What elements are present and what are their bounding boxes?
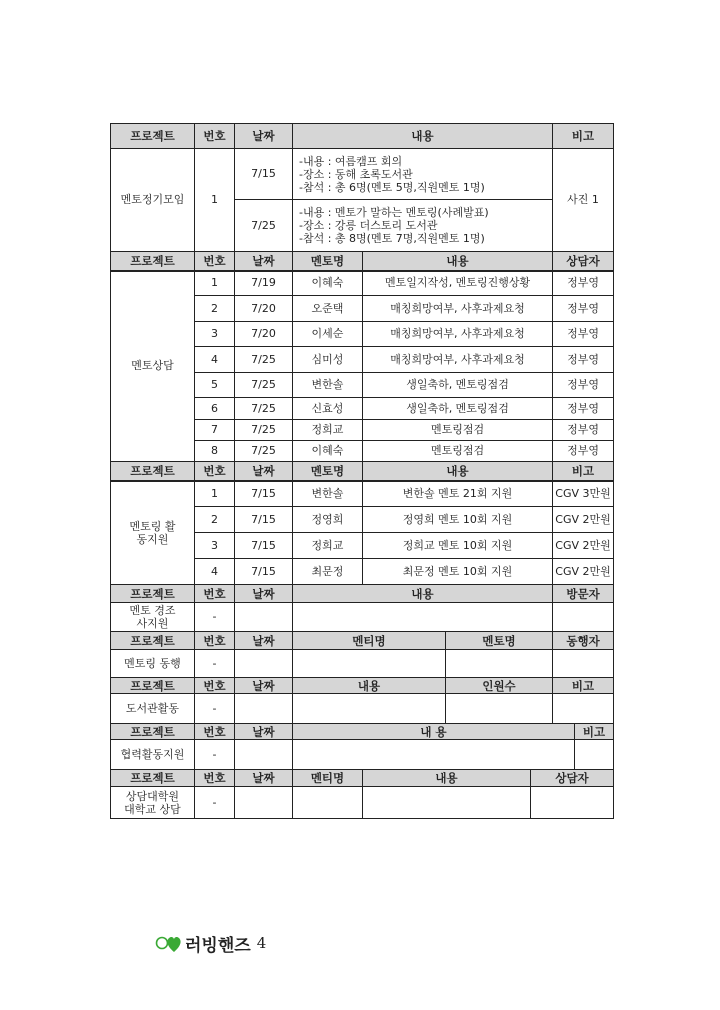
header-counselor: 상담자 [553,252,614,271]
section2-header-row [111,252,614,271]
number-cell: - [195,603,235,632]
mentor-cell: 정희교 [293,533,363,559]
header-date: 날짜 [235,770,293,787]
header-number: 번호 [195,678,235,694]
number-cell: 3 [195,322,235,347]
date-cell: 7/25 [235,347,293,373]
date-cell: 7/15 [235,507,293,533]
note-cell: CGV 2만원 [553,533,614,559]
table-row [111,787,614,819]
header-date: 날짜 [235,462,293,481]
header-number: 번호 [195,585,235,603]
project-cell: 멘토링 동행 [111,650,195,678]
date-cell: 7/15 [235,481,293,507]
header-date: 날짜 [235,632,293,650]
date-cell: 7/19 [235,271,293,296]
content-cell: 변한솔 멘토 21회 지원 [363,481,553,507]
section3-header-row [111,462,614,481]
number-cell: 2 [195,296,235,322]
header-mentee: 멘티명 [293,770,363,787]
number-cell: - [195,694,235,724]
number-cell: 1 [195,481,235,507]
header-note: 비고 [553,124,614,149]
header-counselor: 상담자 [531,770,614,787]
content-cell: 정희교 멘토 10회 지원 [363,533,553,559]
content-cell: 매칭희망여부, 사후과제요청 [363,347,553,373]
content-cell [293,694,446,724]
content-line: -내용 : 멘토가 말하는 멘토링(사례발표) [299,206,489,219]
content-line: -참석 : 총 6명(멘토 5명,직원멘토 1명) [299,180,485,194]
header-date: 날짜 [235,678,293,694]
header-mentor: 멘토명 [293,462,363,481]
content-cell: 생일축하, 멘토링점검 [363,373,553,398]
content-line: -장소 : 동해 초록도서관 [299,167,413,181]
header-content: 내용 [293,678,446,694]
section4-header-row [111,585,614,603]
mentee-cell [293,787,363,819]
table-row [111,740,614,770]
counselor-cell: 정부영 [553,271,614,296]
number-cell: 5 [195,373,235,398]
counselor-cell: 정부영 [553,322,614,347]
project-cell: 도서관활동 [111,694,195,724]
project-cell: 멘토상담 [111,271,195,462]
project-cell: 멘토정기모임 [111,149,195,252]
header-headcount: 인원수 [446,678,553,694]
number-cell: - [195,650,235,678]
table-row [111,650,614,678]
note-cell: 사진 1 [553,149,614,252]
header-mentor: 멘토명 [293,252,363,271]
counselor-cell: 정부영 [553,441,614,462]
header-number: 번호 [195,124,235,149]
header-content: 내용 [293,585,553,603]
mentor-cell: 심미성 [293,347,363,373]
content-cell [293,149,553,200]
header-mentee: 멘티명 [293,632,446,650]
number-cell: 2 [195,507,235,533]
date-cell: 7/25 [235,398,293,420]
table-row [111,603,614,632]
note-cell: CGV 2만원 [553,559,614,585]
counselor-cell: 정부영 [553,296,614,322]
brand-name: 러빙핸즈 [185,935,251,956]
header-number: 번호 [195,770,235,787]
header-mentor: 멘토명 [446,632,553,650]
mentor-cell [446,650,553,678]
date-cell: 7/15 [235,149,293,200]
number-cell: 8 [195,441,235,462]
header-project: 프로젝트 [111,678,195,694]
project-cell: 멘토 경조사지원 [111,603,195,632]
companion-cell [553,650,614,678]
mentor-cell: 최문정 [293,559,363,585]
section7-header-row [111,724,614,740]
header-project: 프로젝트 [111,585,195,603]
header-project: 프로젝트 [111,462,195,481]
number-cell: - [195,740,235,770]
mentor-cell: 오준택 [293,296,363,322]
content-line: -참석 : 총 8명(멘토 7명,직원멘토 1명) [299,232,485,245]
mentor-cell: 이혜숙 [293,271,363,296]
section1-header-row [111,124,614,149]
section6-header-row [111,678,614,694]
page-number: 4 [256,934,267,952]
content-cell: 매칭희망여부, 사후과제요청 [363,296,553,322]
mentor-cell: 이혜숙 [293,441,363,462]
report-sheet [110,123,613,819]
note-cell [553,694,614,724]
project-cell: 협력활동지원 [111,740,195,770]
counselor-cell: 정부영 [553,347,614,373]
note-cell: CGV 2만원 [553,507,614,533]
number-cell: 1 [195,149,235,252]
counselor-cell [531,787,614,819]
header-note: 비고 [553,678,614,694]
mentor-cell: 변한솔 [293,481,363,507]
date-cell [235,650,293,678]
content-cell: 생일축하, 멘토링점검 [363,398,553,420]
header-project: 프로젝트 [111,124,195,149]
number-cell: - [195,787,235,819]
date-cell: 7/25 [235,200,293,252]
mentor-cell: 변한솔 [293,373,363,398]
headcount-cell [446,694,553,724]
note-cell [575,740,614,770]
table-row [111,481,614,507]
header-date: 날짜 [235,724,293,740]
mentor-cell: 정영희 [293,507,363,533]
content-cell [293,200,553,252]
header-number: 번호 [195,462,235,481]
header-number: 번호 [195,252,235,271]
header-note: 비고 [575,724,614,740]
content-line: -내용 : 여름캠프 회의 [299,154,403,168]
project-cell: 멘토링 활동지원 [111,481,195,585]
date-cell [235,603,293,632]
header-project: 프로젝트 [111,770,195,787]
date-cell: 7/25 [235,420,293,441]
content-cell [293,603,553,632]
date-cell: 7/25 [235,373,293,398]
date-cell: 7/20 [235,322,293,347]
counselor-cell: 정부영 [553,373,614,398]
header-content: 내 용 [293,724,575,740]
header-date: 날짜 [235,124,293,149]
activity-table [110,123,614,819]
header-project: 프로젝트 [111,632,195,650]
header-content: 내용 [363,462,553,481]
content-cell: 매칭희망여부, 사후과제요청 [363,322,553,347]
header-content: 내용 [363,252,553,271]
counselor-cell: 정부영 [553,420,614,441]
date-cell [235,694,293,724]
number-cell: 4 [195,347,235,373]
number-cell: 1 [195,271,235,296]
visitor-cell [553,603,614,632]
header-content: 내용 [293,124,553,149]
header-date: 날짜 [235,585,293,603]
content-cell: 최문정 멘토 10회 지원 [363,559,553,585]
date-cell: 7/20 [235,296,293,322]
hands-logo-icon [155,932,183,954]
header-content: 내용 [363,770,531,787]
header-companion: 동행자 [553,632,614,650]
number-cell: 3 [195,533,235,559]
content-cell [363,787,531,819]
header-number: 번호 [195,632,235,650]
project-cell: 상담대학원 대학교 상담 [111,787,195,819]
content-cell: 멘토일지작성, 멘토링진행상황 [363,271,553,296]
table-row [111,149,614,200]
content-cell: 멘토링점검 [363,441,553,462]
number-cell: 7 [195,420,235,441]
content-cell [293,740,575,770]
content-cell: 정영희 멘토 10회 지원 [363,507,553,533]
header-date: 날짜 [235,252,293,271]
mentor-cell: 신효성 [293,398,363,420]
date-cell: 7/15 [235,559,293,585]
section8-header-row [111,770,614,787]
section5-header-row [111,632,614,650]
counselor-cell: 정부영 [553,398,614,420]
table-row [111,271,614,296]
content-cell: 멘토링점검 [363,420,553,441]
date-cell: 7/15 [235,533,293,559]
mentee-cell [293,650,446,678]
mentor-cell: 이세순 [293,322,363,347]
date-cell: 7/25 [235,441,293,462]
number-cell: 4 [195,559,235,585]
header-number: 번호 [195,724,235,740]
note-cell: CGV 3만원 [553,481,614,507]
header-visitor: 방문자 [553,585,614,603]
date-cell [235,787,293,819]
number-cell: 6 [195,398,235,420]
header-note: 비고 [553,462,614,481]
content-line: -장소 : 강릉 더스토리 도서관 [299,219,438,232]
date-cell [235,740,293,770]
table-row [111,694,614,724]
header-project: 프로젝트 [111,724,195,740]
header-project: 프로젝트 [111,252,195,271]
page-footer [155,928,266,958]
mentor-cell: 정희교 [293,420,363,441]
